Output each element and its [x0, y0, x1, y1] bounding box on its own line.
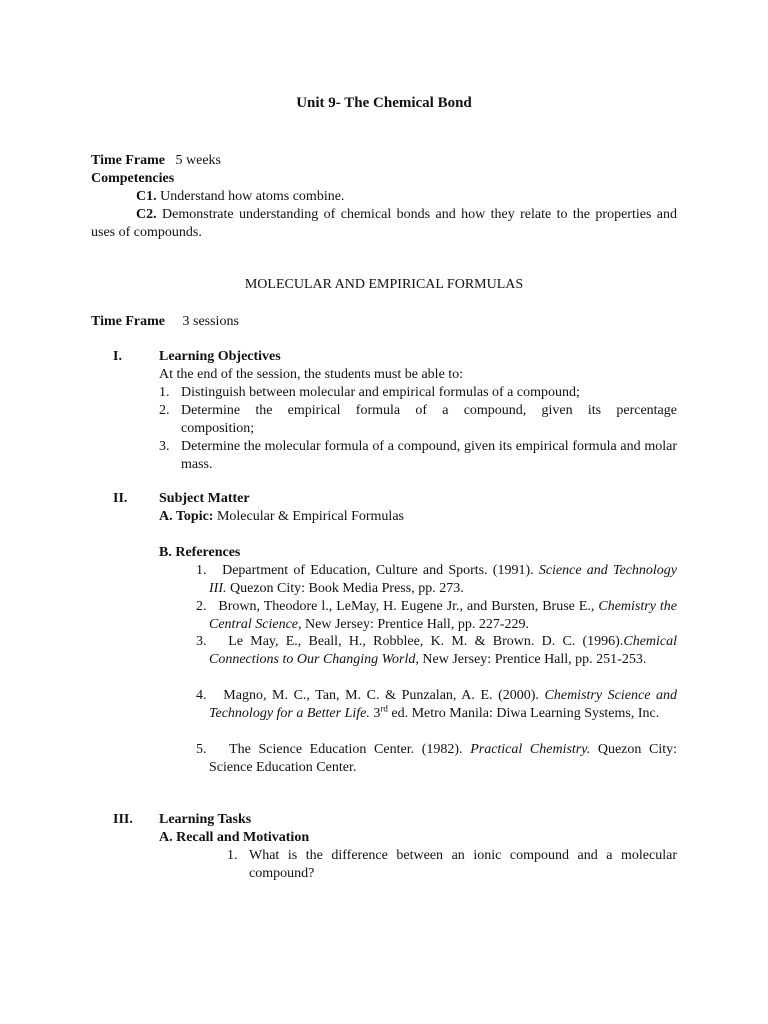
reference-4-edition: 3: [369, 706, 381, 721]
reference-4-publisher: ed. Metro Manila: Diwa Learning Systems, Inc.: [387, 706, 660, 721]
reference-item-1: [196, 562, 678, 598]
time-frame-line: [91, 152, 221, 170]
competencies-heading: Competencies: [91, 171, 175, 186]
reference-3-publisher: New Jersey: Prentice Hall, pp. 251-253.: [418, 652, 647, 667]
reference-item-5: [196, 741, 677, 777]
task-item-1-text: What is the difference between an ionic compound and a molecular compound?: [249, 848, 677, 881]
competency-c1-code: C1.: [136, 189, 157, 204]
reference-5-title: Practical Chemistry.: [470, 742, 591, 757]
reference-item-4: [196, 687, 677, 723]
tasks-numeral: III.: [113, 812, 133, 827]
reference-3-authors: Le May, E., Beall, H., Robblee, K. M. & Brown. D. C. (1996).: [228, 634, 624, 649]
reference-1-authors: Department of Education, Culture and Sports. (1991).: [222, 563, 539, 578]
references-heading: B. References: [159, 545, 241, 560]
objective-item-2-text: Determine the empirical formula of a compound, given its percentage composition;: [181, 403, 677, 436]
reference-4-title: Chemistry Science and Technology for a Better Life.: [209, 688, 677, 721]
topic-label: A. Topic:: [159, 509, 214, 524]
tasks-heading: Learning Tasks: [159, 812, 252, 827]
reference-1-title: Science and Technology III.: [209, 563, 678, 596]
reference-2-authors: Brown, Theodore l., LeMay, H. Eugene Jr., and Bursten, Bruse E.,: [218, 599, 599, 614]
competency-c2-code: C2.: [136, 207, 157, 222]
reference-2-publisher: New Jersey: Prentice Hall, pp. 227-229.: [301, 617, 529, 632]
section-time-frame-value: 3 sessions: [182, 314, 239, 329]
competency-c2-text: Demonstrate understanding of chemical bonds and how they relate to the properties and uses of compounds.: [91, 207, 678, 240]
reference-4-num: 4.: [196, 688, 207, 703]
section-time-frame-line: [91, 313, 239, 331]
reference-2-title: Chemistry the Central Science,: [209, 599, 677, 632]
unit-title: Unit 9- The Chemical Bond: [296, 95, 472, 111]
reference-1-publisher: Quezon City: Book Media Press, pp. 273.: [226, 581, 464, 596]
objectives-heading: Learning Objectives: [159, 349, 281, 364]
recall-motivation-heading: A. Recall and Motivation: [159, 830, 310, 845]
objectives-intro: At the end of the session, the students must be able to:: [159, 367, 464, 382]
reference-3-title: Chemical Connections to Our Changing World,: [209, 634, 678, 667]
reference-5-publisher: Quezon City: Science Education Center.: [209, 742, 677, 775]
reference-item-3: [196, 633, 678, 669]
task-item-1-num: 1.: [227, 848, 238, 863]
reference-4-superscript: rd: [380, 703, 388, 714]
reference-5-authors: The Science Education Center. (1982).: [229, 742, 471, 757]
reference-3-num: 3.: [196, 634, 207, 649]
reference-item-2: [196, 598, 677, 634]
reference-1-num: 1.: [196, 563, 207, 578]
competency-c1-text: Understand how atoms combine.: [160, 189, 345, 204]
reference-5-num: 5.: [196, 742, 207, 757]
section-title: MOLECULAR AND EMPIRICAL FORMULAS: [244, 277, 524, 292]
reference-2-num: 2.: [196, 599, 207, 614]
competency-c1: [136, 188, 344, 206]
subject-heading: Subject Matter: [159, 491, 250, 506]
subject-numeral: II.: [113, 491, 128, 506]
reference-4-authors: Magno, M. C., Tan, M. C. & Punzalan, A. E. (2000).: [223, 688, 545, 703]
objective-item-3-num: 3.: [159, 439, 170, 454]
competency-c2: [91, 206, 677, 242]
objective-item-3-text: Determine the molecular formula of a compound, given its empirical formula and molar mass.: [181, 439, 677, 472]
objectives-numeral: I.: [113, 349, 122, 364]
topic-line: [159, 508, 404, 526]
objective-item-1-text: Distinguish between molecular and empirical formulas of a compound;: [181, 385, 580, 400]
time-frame-value: 5 weeks: [175, 153, 221, 168]
section-time-frame-label: Time Frame: [91, 314, 165, 329]
time-frame-label: Time Frame: [91, 153, 165, 168]
topic-value: Molecular & Empirical Formulas: [216, 509, 404, 524]
objective-item-1-num: 1.: [159, 385, 170, 400]
objective-item-2-num: 2.: [159, 403, 170, 418]
